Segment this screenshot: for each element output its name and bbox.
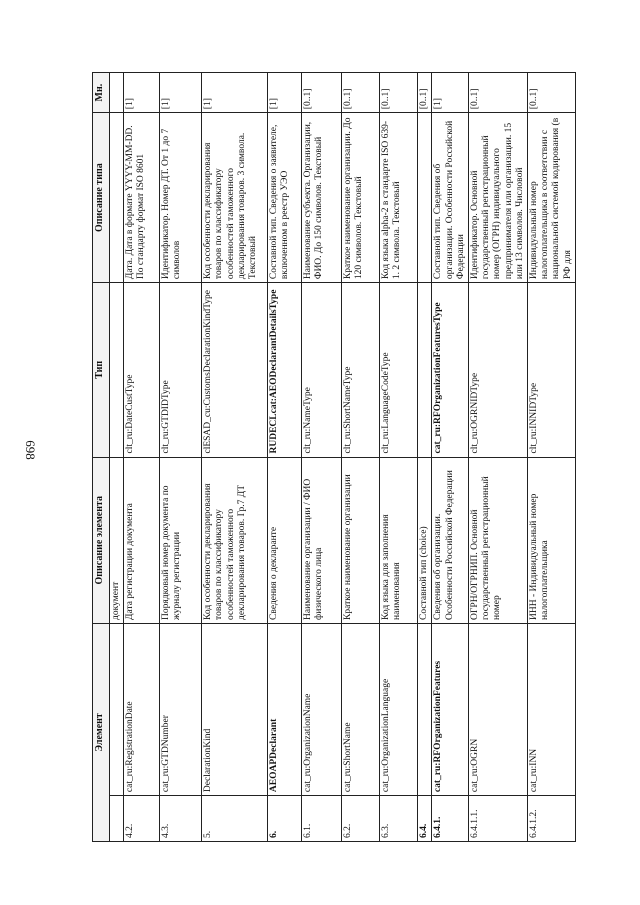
- row-multiplicity: [0..1]: [469, 73, 528, 113]
- header-element: Элемент: [93, 623, 110, 841]
- header-type: Тип: [93, 283, 110, 457]
- row-multiplicity: [110, 73, 124, 113]
- row-type-desc: [418, 113, 432, 283]
- row-element-desc: Краткое наименование организации: [342, 457, 380, 623]
- row-type-desc: Идентификатор. Основной государственный регистрационный номер (ОГРН) индивидуального предпринимателя или организации. 15 или 13 символов. Числовой: [469, 113, 528, 283]
- row-type: cat_ru:RFOrganizationFeaturesType: [432, 283, 469, 457]
- row-element: cat_ru:OrganizationLanguage: [380, 623, 418, 795]
- row-type-desc: Составной тип. Сведения о заявителе, включенном в реестр УЭО: [268, 113, 302, 283]
- row-type: clESAD_cu:CustomsDeclarationKindType: [202, 283, 268, 457]
- row-element: cat_ru:INN: [528, 623, 576, 795]
- row-multiplicity: [1]: [202, 73, 268, 113]
- header-element-desc: Описание элемента: [93, 457, 110, 623]
- row-type: clt_ru:NameType: [302, 283, 342, 457]
- row-element: cat_ru:OGRN: [469, 623, 528, 795]
- row-type-desc: Код языка alpha-2 в стандарте ISO 639-1. 2 символа. Текстовый: [380, 113, 418, 283]
- row-type: RUDECLcat:AEODeclarantDetailsType: [268, 283, 302, 457]
- row-number: [110, 796, 124, 842]
- row-element-desc: Код особенности декларирования товаров по классификатору особенностей таможенного декларирования товаров. Гр.7 ДТ: [202, 457, 268, 623]
- row-type-desc: Код особенности декларирования товаров по классификатору особенностей таможенного декларирования товаров. 3 символа. Текстовый: [202, 113, 268, 283]
- row-number: 6.4.: [418, 796, 432, 842]
- row-type-desc: Составной тип. Сведения об организации. Особенности Российской Федерации: [432, 113, 469, 283]
- elements-table: [92, 72, 576, 842]
- row-element: DeclarationKind: [202, 623, 268, 795]
- table-row: [418, 73, 432, 842]
- row-element: cat_ru:RegistrationDate: [124, 623, 160, 795]
- row-element-desc: документ: [110, 457, 124, 623]
- table-row: [110, 73, 124, 842]
- rotated-table-wrapper: [92, 72, 573, 842]
- row-type-desc: Краткое наименование организации. До 120 символов. Текстовый: [342, 113, 380, 283]
- row-element: cat_ru:GTDNumber: [160, 623, 202, 795]
- row-type: clt_ru:OGRNIDType: [469, 283, 528, 457]
- table-row: [342, 73, 380, 842]
- table-row: [160, 73, 202, 842]
- row-element: AEOAPDeclarant: [268, 623, 302, 795]
- row-type: clt_ru:LanguageCodeType: [380, 283, 418, 457]
- row-type: clt_ru:INNIDType: [528, 283, 576, 457]
- row-number: 6.: [268, 796, 302, 842]
- table-row: [268, 73, 302, 842]
- row-number: 6.4.1.1.: [469, 796, 528, 842]
- row-type-desc: Наименование субъекта. Организации, ФИО. До 150 символов. Текстовый: [302, 113, 342, 283]
- row-element-desc: Сведения о декларанте: [268, 457, 302, 623]
- row-number: 6.4.1.2.: [528, 796, 576, 842]
- row-multiplicity: [1]: [124, 73, 160, 113]
- row-element-desc: Сведения об организации. Особенности Российской Федерации: [432, 457, 469, 623]
- row-type-desc: Дата. Дата в формате YYYY-MM-DD. По стандарту формат ISO 8601: [124, 113, 160, 283]
- row-number: 6.2.: [342, 796, 380, 842]
- row-number: 6.1.: [302, 796, 342, 842]
- table-row: [432, 73, 469, 842]
- row-multiplicity: [1]: [432, 73, 469, 113]
- table-row: [124, 73, 160, 842]
- table-row: [202, 73, 268, 842]
- row-type: [110, 283, 124, 457]
- row-element-desc: ИНН - Индивидуальный номер налогоплательщика: [528, 457, 576, 623]
- row-type: clt_ru:DateCustType: [124, 283, 160, 457]
- row-element: cat_ru:ShortName: [342, 623, 380, 795]
- row-number: 6.3.: [380, 796, 418, 842]
- row-multiplicity: [0..1]: [342, 73, 380, 113]
- row-type: [418, 283, 432, 457]
- row-type-desc: [110, 113, 124, 283]
- row-element-desc: Наименование организации / ФИО физического лица: [302, 457, 342, 623]
- row-number: 4.2.: [124, 796, 160, 842]
- table-header-row: [93, 73, 110, 842]
- row-type: clt_ru:ShortNameType: [342, 283, 380, 457]
- header-type-desc: Описание типа: [93, 113, 110, 283]
- row-multiplicity: [0..1]: [302, 73, 342, 113]
- row-element: [110, 623, 124, 795]
- row-element: [418, 623, 432, 795]
- row-element: cat_ru:RFOrganizationFeatures: [432, 623, 469, 795]
- table-row: [469, 73, 528, 842]
- table-row: [302, 73, 342, 842]
- row-number: 4.3.: [160, 796, 202, 842]
- row-multiplicity: [0..1]: [380, 73, 418, 113]
- row-element: cat_ru:OrganizationName: [302, 623, 342, 795]
- row-element-desc: Код языка для заполнения наименования: [380, 457, 418, 623]
- table-row: [528, 73, 576, 842]
- row-type-desc: Индивидуальный номер налогоплательщика в соответствии с национальной системой кодирования (в РФ для: [528, 113, 576, 283]
- table-body: [110, 73, 576, 842]
- row-element-desc: ОГРН/ОГРНИП. Основной государственный регистрационный номер: [469, 457, 528, 623]
- row-multiplicity: [1]: [268, 73, 302, 113]
- row-multiplicity: [0..1]: [528, 73, 576, 113]
- header-mn: Мн.: [93, 73, 110, 113]
- row-number: 6.4.1.: [432, 796, 469, 842]
- row-element-desc: Составной тип (choice): [418, 457, 432, 623]
- row-multiplicity: [1]: [160, 73, 202, 113]
- row-type: clt_ru:GTDIDType: [160, 283, 202, 457]
- row-type-desc: Идентификатор. Номер ДТ. От 1 до 7 символов: [160, 113, 202, 283]
- row-number: 5.: [202, 796, 268, 842]
- row-element-desc: Дата регистрации документа: [124, 457, 160, 623]
- page-number: 698: [22, 440, 38, 460]
- row-multiplicity: [0..1]: [418, 73, 432, 113]
- row-element-desc: Порядковый номер документа по журналу регистрации: [160, 457, 202, 623]
- table-row: [380, 73, 418, 842]
